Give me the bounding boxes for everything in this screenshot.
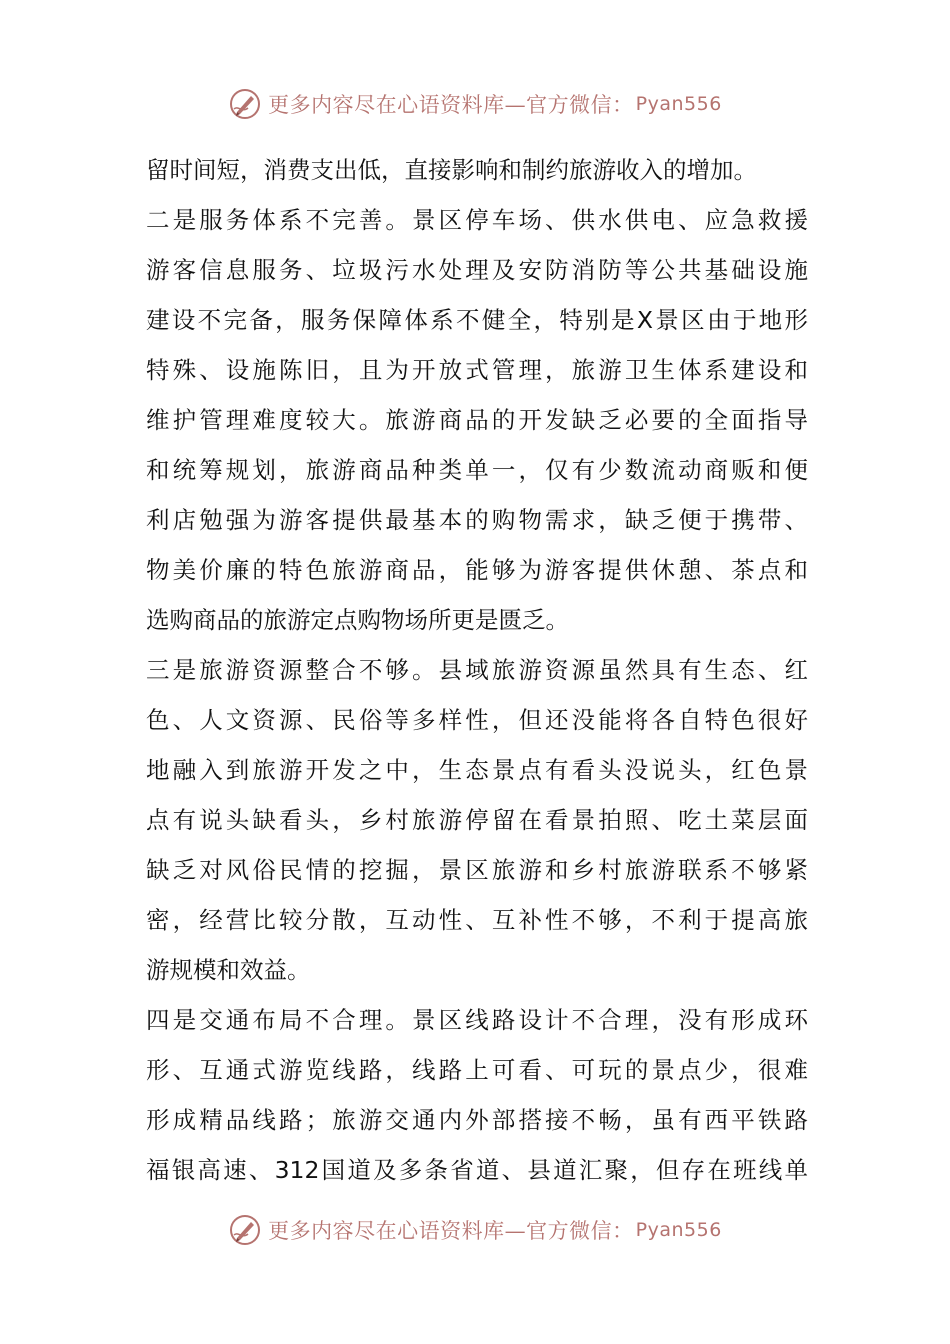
text-line: 点有说头缺看头，乡村旅游停留在看景拍照、吃土菜层面 [146, 806, 808, 834]
text-line: 二是服务体系不完善。景区停车场、供水供电、应急救援 [146, 206, 808, 234]
pen-logo-icon [228, 1213, 262, 1247]
text-line: 四是交通布局不合理。景区线路设计不合理，没有形成环 [146, 1006, 808, 1034]
text-line: 和统筹规划，旅游商品种类单一，仅有少数流动商贩和便 [146, 456, 808, 484]
pen-logo-icon [228, 87, 262, 121]
text-line: 游客信息服务、垃圾污水处理及安防消防等公共基础设施 [146, 256, 808, 284]
banner-text: 更多内容尽在心语资料库—官方微信： [268, 93, 634, 117]
text-line: 利店勉强为游客提供最基本的购物需求，缺乏便于携带、 [146, 506, 808, 534]
text-line: 特殊、设施陈旧，且为开放式管理，旅游卫生体系建设和 [146, 356, 808, 384]
text-line: 维护管理难度较大。旅游商品的开发缺乏必要的全面指导 [146, 406, 808, 434]
footer-watermark-banner [0, 1210, 950, 1250]
banner-text: 更多内容尽在心语资料库—官方微信： [268, 1219, 634, 1243]
text-line: 色、人文资源、民俗等多样性，但还没能将各自特色很好 [146, 706, 808, 734]
text-line: 选购商品的旅游定点购物场所更是匮乏。 [146, 606, 569, 634]
paragraph-2 [146, 195, 808, 645]
text-line: 游规模和效益。 [146, 956, 311, 984]
text-line: 形成精品线路；旅游交通内外部搭接不畅，虽有西平铁路 [146, 1106, 808, 1134]
text-line: 物美价廉的特色旅游商品，能够为游客提供休憩、茶点和 [146, 556, 808, 584]
paragraph-1 [146, 145, 808, 195]
text-line: 留时间短，消费支出低，直接影响和制约旅游收入的增加。 [146, 156, 757, 184]
text-line: 密，经营比较分散，互动性、互补性不够，不利于提高旅 [146, 906, 808, 934]
text-line: 三是旅游资源整合不够。县域旅游资源虽然具有生态、红 [146, 656, 808, 684]
paragraph-3 [146, 645, 808, 995]
banner-wechat-id: Pyan556 [635, 93, 722, 115]
text-line: 福银高速、312国道及多条省道、县道汇聚，但存在班线单 [146, 1156, 808, 1184]
header-watermark-banner [0, 84, 950, 124]
text-line: 建设不完备，服务保障体系不健全，特别是X景区由于地形 [146, 306, 808, 334]
text-line: 地融入到旅游开发之中，生态景点有看头没说头，红色景 [146, 756, 808, 784]
paragraph-4 [146, 995, 808, 1195]
banner-wechat-id: Pyan556 [635, 1219, 722, 1241]
body-text [146, 145, 808, 1195]
text-line: 缺乏对风俗民情的挖掘，景区旅游和乡村旅游联系不够紧 [146, 856, 808, 884]
text-line: 形、互通式游览线路，线路上可看、可玩的景点少，很难 [146, 1056, 808, 1084]
